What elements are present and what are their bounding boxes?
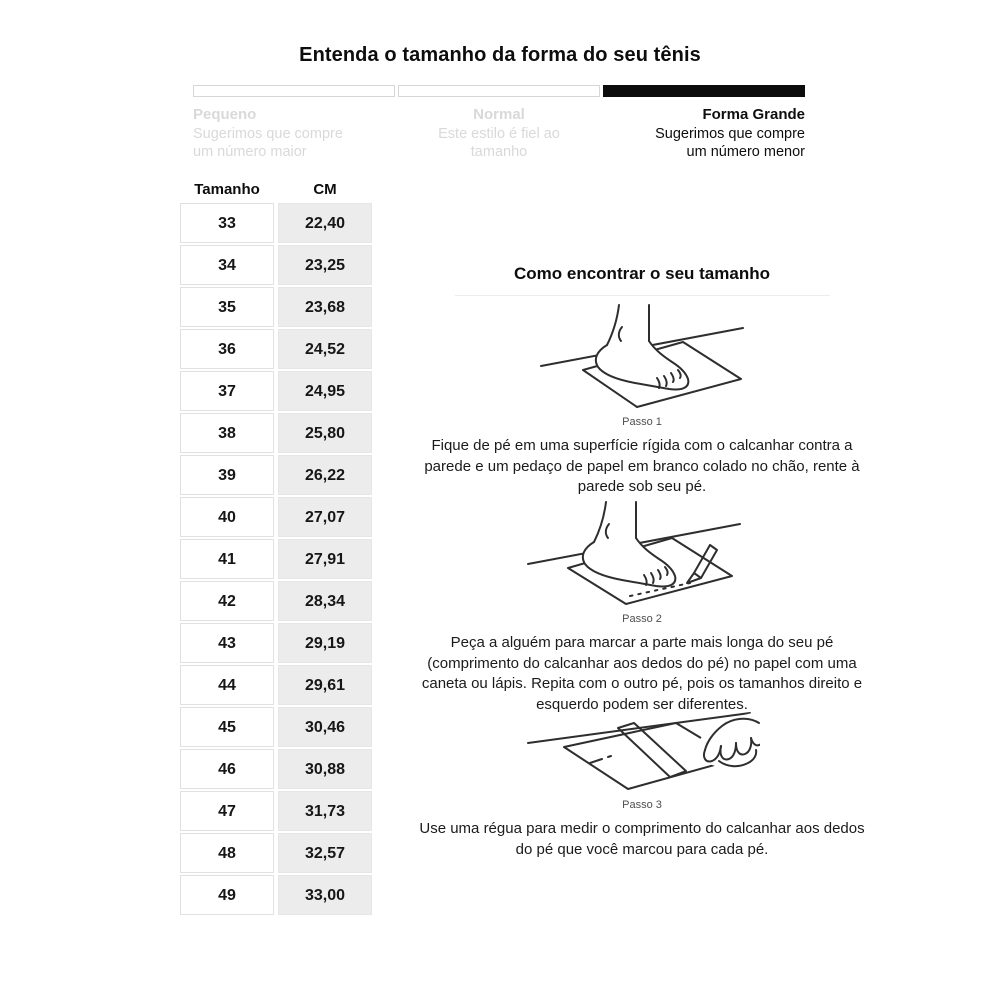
cm-cell: 24,52: [278, 329, 372, 369]
column-header-cm: CM: [313, 181, 337, 198]
guide-heading: Como encontrar o seu tamanho: [514, 264, 770, 283]
ruler-measuring-illustration: [524, 703, 760, 791]
step-2: [418, 500, 866, 715]
fit-label-pequeno-description: Sugerimos que compre um número maior: [193, 125, 343, 160]
size-table-row: [180, 287, 372, 327]
fit-scale-labels: [193, 106, 805, 162]
size-cell: 40: [180, 497, 274, 537]
step-1-label: Passo 1: [622, 416, 662, 428]
cm-cell: 28,34: [278, 581, 372, 621]
size-cell: 46: [180, 749, 274, 789]
size-table-row: [180, 371, 372, 411]
step-3: [418, 703, 866, 860]
cm-cell: 22,40: [278, 203, 372, 243]
column-header-tamanho: Tamanho: [194, 181, 260, 198]
fit-label-pequeno-title: Pequeno: [193, 106, 257, 123]
fit-label-normal-title: Normal: [473, 106, 525, 123]
size-cell: 44: [180, 665, 274, 705]
size-cell: 33: [180, 203, 274, 243]
cm-cell: 30,88: [278, 749, 372, 789]
fit-scale-segment-pequeno: [193, 85, 395, 97]
size-cell: 49: [180, 875, 274, 915]
size-cell: 45: [180, 707, 274, 747]
fit-label-normal: [398, 106, 600, 162]
cm-cell: 30,46: [278, 707, 372, 747]
size-table-header: [180, 181, 372, 198]
cm-cell: 26,22: [278, 455, 372, 495]
foot-marking-pencil-illustration: [524, 500, 760, 605]
fit-label-forma-grande-description: Sugerimos que compre um número menor: [655, 125, 805, 160]
size-table-row: [180, 203, 372, 243]
size-cell: 41: [180, 539, 274, 579]
size-cell: 43: [180, 623, 274, 663]
fit-scale-bar: [193, 85, 805, 97]
size-cell: 35: [180, 287, 274, 327]
foot-on-paper-illustration: [537, 303, 747, 408]
guide-divider: [455, 295, 830, 296]
step-1-text: Fique de pé em uma superfície rígida com o calcanhar contra a parede e um pedaço de papel em branco colado no chão, rente à parede sob seu pé.: [424, 437, 860, 495]
cm-cell: 23,25: [278, 245, 372, 285]
step-3-label: Passo 3: [622, 799, 662, 811]
size-cell: 34: [180, 245, 274, 285]
cm-cell: 27,91: [278, 539, 372, 579]
cm-cell: 27,07: [278, 497, 372, 537]
size-cell: 36: [180, 329, 274, 369]
step-2-text: Peça a alguém para marcar a parte mais longa do seu pé (comprimento do calcanhar aos dedos do pé) no papel com uma caneta ou lápis. Repita com o outro pé, pois os tamanhos direito e esquerdo podem ser diferentes.: [421, 634, 863, 713]
cm-cell: 23,68: [278, 287, 372, 327]
size-table-row: [180, 245, 372, 285]
fit-scale-segment-forma-grande: [603, 85, 805, 97]
fit-label-normal-description: Este estilo é fiel ao tamanho: [438, 125, 560, 160]
size-table-row: [180, 833, 372, 873]
fit-scale-segment-normal: [398, 85, 600, 97]
page-title: Entenda o tamanho da forma do seu tênis: [299, 44, 701, 66]
size-table-row: [180, 665, 372, 705]
size-table-body: [180, 203, 372, 915]
size-table-row: [180, 497, 372, 537]
cm-cell: 33,00: [278, 875, 372, 915]
size-table-row: [180, 875, 372, 915]
step-3-text: Use uma régua para medir o comprimento do calcanhar aos dedos do pé que você marcou para cada pé.: [419, 820, 865, 858]
size-cell: 47: [180, 791, 274, 831]
size-cell: 38: [180, 413, 274, 453]
cm-cell: 24,95: [278, 371, 372, 411]
size-table-row: [180, 623, 372, 663]
size-table-row: [180, 749, 372, 789]
size-cell: 39: [180, 455, 274, 495]
size-table-row: [180, 329, 372, 369]
step-2-label: Passo 2: [622, 613, 662, 625]
fit-label-pequeno: [193, 106, 395, 162]
size-table-row: [180, 581, 372, 621]
size-table-row: [180, 413, 372, 453]
size-cell: 48: [180, 833, 274, 873]
fit-label-forma-grande-title: Forma Grande: [702, 106, 805, 123]
fit-label-forma-grande: [603, 106, 805, 162]
cm-cell: 25,80: [278, 413, 372, 453]
cm-cell: 31,73: [278, 791, 372, 831]
step-1: [418, 303, 866, 498]
cm-cell: 29,61: [278, 665, 372, 705]
size-table-row: [180, 455, 372, 495]
cm-cell: 32,57: [278, 833, 372, 873]
size-table-row: [180, 707, 372, 747]
size-table-row: [180, 539, 372, 579]
size-table-row: [180, 791, 372, 831]
cm-cell: 29,19: [278, 623, 372, 663]
size-cell: 37: [180, 371, 274, 411]
size-cell: 42: [180, 581, 274, 621]
size-table: [180, 181, 372, 917]
